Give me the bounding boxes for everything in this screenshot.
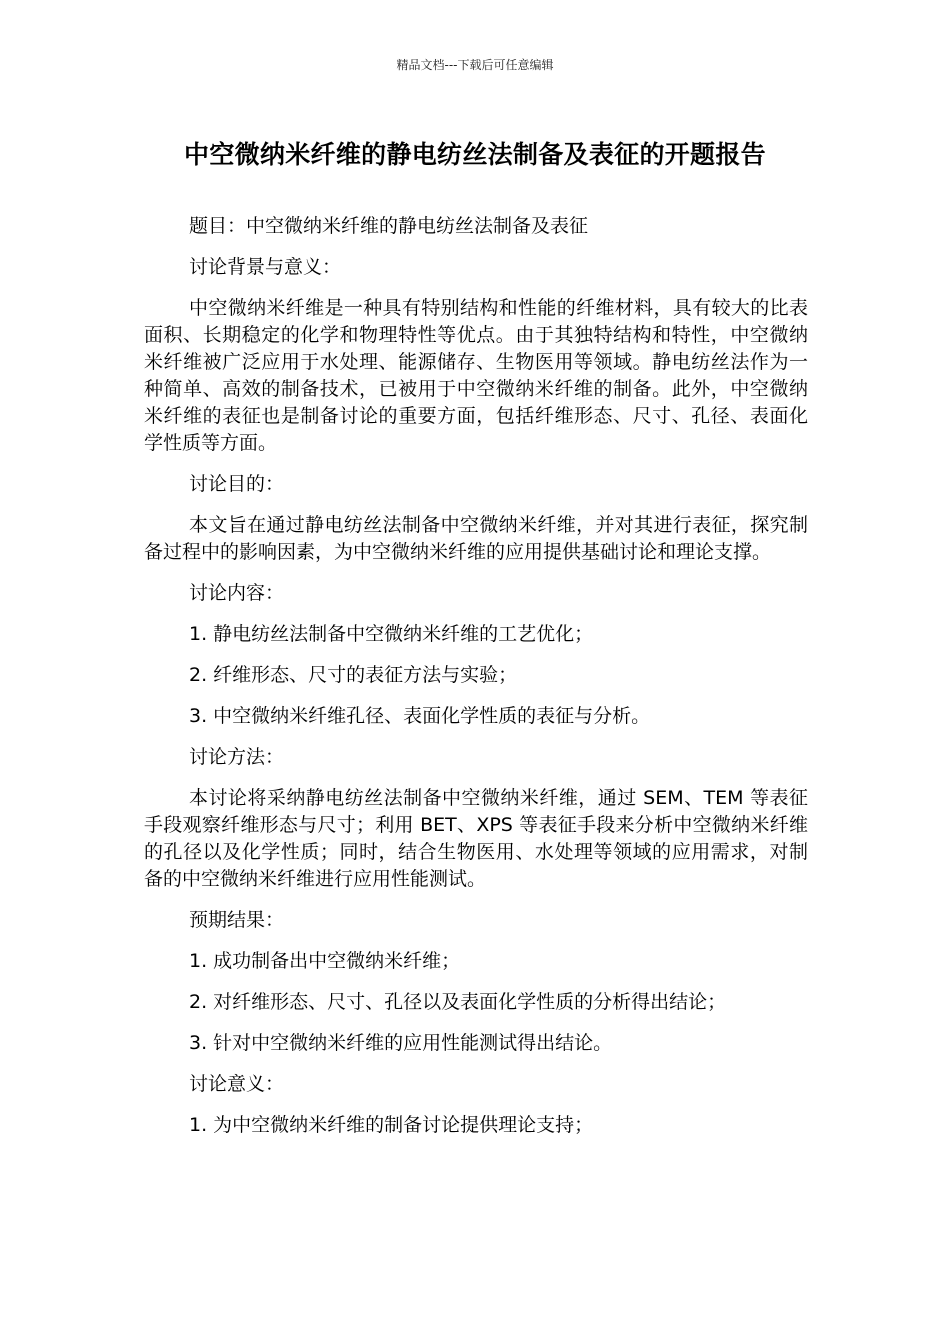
topic-line: 题目：中空微纳米纤维的静电纺丝法制备及表征: [189, 215, 589, 237]
content-item: 3. 中空微纳米纤维孔径、表面化学性质的表征与分析。: [189, 705, 651, 727]
section-heading-method: 讨论方法：: [189, 746, 285, 768]
method-paragraph: 本讨论将采纳静电纺丝法制备中空微纳米纤维，通过 SEM、TEM 等表征手段观察纤维形态与尺寸；利用 BET、XPS 等表征手段来分析中空微纳米纤维的孔径以及化学性质；同时，结合生物医用、水处理等领域的应用需求，对制备的中空微纳米纤维进行应用性能测试。: [144, 787, 808, 890]
document-title: 中空微纳米纤维的静电纺丝法制备及表征的开题报告: [184, 140, 766, 169]
section-heading-background: 讨论背景与意义：: [189, 256, 342, 278]
expected-result-item: 2. 对纤维形态、尺寸、孔径以及表面化学性质的分析得出结论；: [189, 991, 727, 1013]
content-item: 1. 静电纺丝法制备中空微纳米纤维的工艺优化；: [189, 623, 594, 645]
background-paragraph: 中空微纳米纤维是一种具有特别结构和性能的纤维材料，具有较大的比表面积、长期稳定的化学和物理特性等优点。由于其独特结构和特性，中空微纳米纤维被广泛应用于水处理、能源储存、生物医用等领域。静电纺丝法作为一种简单、高效的制备技术，已被用于中空微纳米纤维的制备。此外，中空微纳米纤维的表征也是制备讨论的重要方面，包括纤维形态、尺寸、孔径、表面化学性质等方面。: [144, 297, 808, 454]
page-header: 精品文档---下载后可任意编辑: [396, 58, 554, 72]
document-body: [144, 213, 808, 1153]
purpose-paragraph: 本文旨在通过静电纺丝法制备中空微纳米纤维，并对其进行表征，探究制备过程中的影响因素，为中空微纳米纤维的应用提供基础讨论和理论支撑。: [144, 514, 808, 563]
section-heading-content: 讨论内容：: [189, 582, 285, 604]
section-heading-expected-results: 预期结果：: [189, 909, 285, 931]
section-heading-significance: 讨论意义：: [189, 1073, 285, 1095]
expected-result-item: 1. 成功制备出中空微纳米纤维；: [189, 950, 461, 972]
significance-item: 1. 为中空微纳米纤维的制备讨论提供理论支持；: [189, 1114, 594, 1136]
expected-result-item: 3. 针对中空微纳米纤维的应用性能测试得出结论。: [189, 1032, 613, 1054]
section-heading-purpose: 讨论目的：: [189, 473, 285, 495]
content-item: 2. 纤维形态、尺寸的表征方法与实验；: [189, 664, 518, 686]
